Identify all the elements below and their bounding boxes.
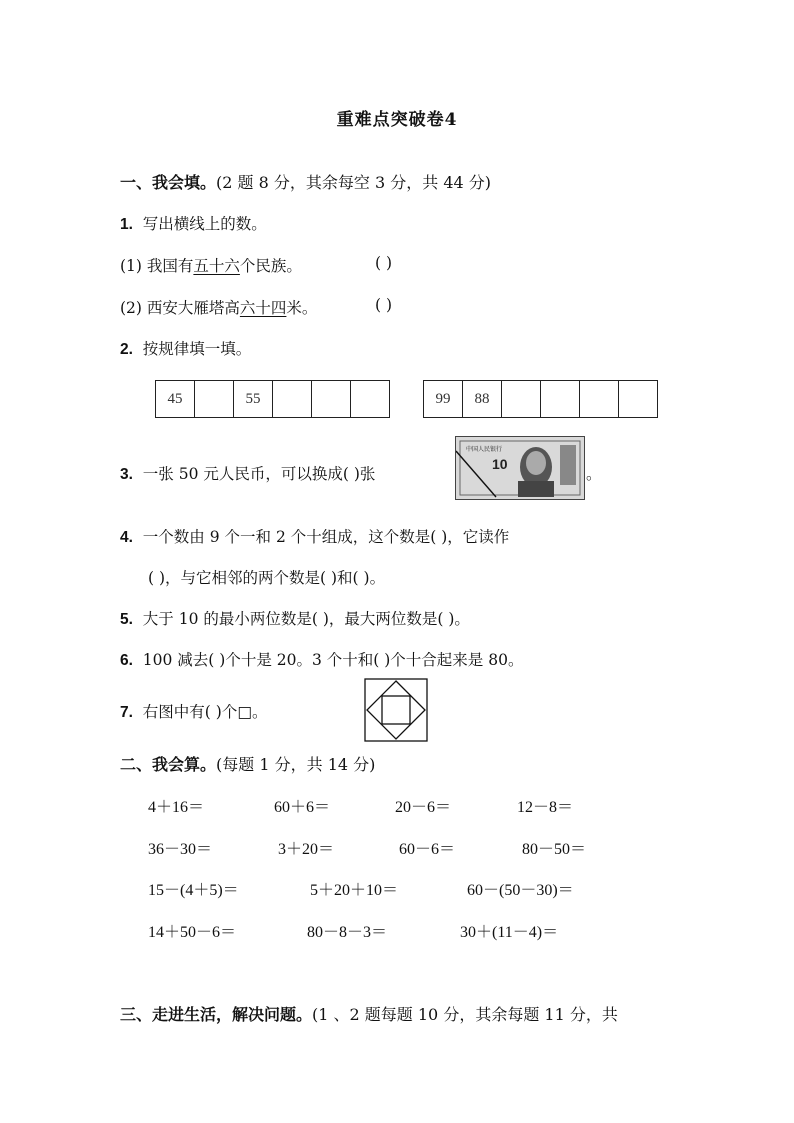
- calc-item: 60＋6＝: [274, 799, 331, 816]
- sequence-grid-2: [423, 380, 658, 418]
- sequence-cell[interactable]: [541, 380, 580, 418]
- calc-item: 15－(4＋5)＝: [148, 882, 239, 899]
- banknote-label: 中国人民银行: [466, 446, 503, 453]
- question-text: 右图中有( )个□。: [142, 703, 268, 721]
- question-number: 2.: [120, 341, 133, 358]
- question-text: 一个数由 9 个一和 2 个十组成，这个数是( )，它读作: [142, 528, 510, 546]
- question-number: 1.: [120, 216, 133, 233]
- sequence-cell[interactable]: [619, 380, 658, 418]
- sequence-cell[interactable]: 88: [463, 380, 502, 418]
- question-text: 写出横线上的数。: [142, 215, 267, 233]
- sequence-cell[interactable]: 45: [156, 380, 195, 418]
- calc-item: 12－8＝: [517, 799, 574, 816]
- nested-squares-figure: [364, 678, 428, 742]
- question-4-line1: [120, 525, 509, 547]
- sequence-cell[interactable]: [351, 380, 390, 418]
- sequence-cell[interactable]: [312, 380, 351, 418]
- calc-item: 20－6＝: [395, 799, 452, 816]
- question-number: 4.: [120, 529, 133, 546]
- sub-prefix: (2) 西安大雁塔高: [120, 299, 240, 317]
- sequence-cell[interactable]: [502, 380, 541, 418]
- page-title: 重难点突破卷4: [336, 110, 458, 130]
- question-number: 3.: [120, 466, 133, 483]
- sequence-cell[interactable]: [580, 380, 619, 418]
- section1-header: [120, 170, 491, 193]
- question-2: [120, 337, 251, 359]
- sequence-cell[interactable]: [195, 380, 234, 418]
- sub-suffix: 个民族。: [239, 257, 302, 275]
- banknote-drawing: [456, 437, 584, 499]
- calc-item: 30＋(11－4)＝: [460, 924, 559, 941]
- section1-note: (2 题 8 分，其余每空 3 分，共 44 分): [216, 173, 492, 192]
- banknote-value: 10: [492, 456, 508, 472]
- sequence-cell[interactable]: 99: [424, 380, 463, 418]
- section2-header: [120, 752, 375, 775]
- question-text: 按规律填一填。: [142, 340, 252, 358]
- calc-item: 80－50＝: [522, 841, 587, 858]
- underlined-number: 六十四: [239, 299, 287, 317]
- banknote-image: [455, 436, 585, 500]
- section2-heading: 二、我会算。: [120, 755, 217, 774]
- calc-item: 5＋20＋10＝: [310, 882, 399, 899]
- question-3: [120, 462, 375, 484]
- question-text: 大于 10 的最小两位数是( )，最大两位数是( )。: [142, 610, 470, 628]
- calc-item: 60－(50－30)＝: [467, 882, 574, 899]
- question-text: 100 减去( )个十是 20。3 个十和( )个十合起来是 80。: [142, 651, 524, 669]
- calc-item: 80－8－3＝: [307, 924, 388, 941]
- answer-blank[interactable]: ( ): [375, 296, 393, 314]
- question-text: 一张 50 元人民币，可以换成( )张: [142, 465, 376, 483]
- section3-heading: 三、走进生活，解决问题。: [120, 1005, 313, 1024]
- question-4-line2: ( )，与它相邻的两个数是( )和( )。: [148, 569, 386, 587]
- question-6: [120, 648, 523, 670]
- section2-note: (每题 1 分，共 14 分): [216, 755, 376, 774]
- question-7: [120, 700, 267, 722]
- question-1: [120, 212, 267, 234]
- answer-blank[interactable]: ( ): [375, 254, 393, 272]
- question-1-sub1: [120, 254, 302, 276]
- section3-note: (1 、2 题每题 10 分，其余每题 11 分，共: [312, 1005, 618, 1024]
- question-1-sub2: [120, 296, 317, 318]
- calc-item: 3＋20＝: [278, 841, 335, 858]
- question-5: [120, 607, 470, 629]
- calc-item: 36－30＝: [148, 841, 213, 858]
- section3-header: [120, 1002, 618, 1025]
- nested-squares-drawing: [364, 678, 428, 742]
- section1-heading: 一、我会填。: [120, 173, 217, 192]
- sequence-cell[interactable]: 55: [234, 380, 273, 418]
- underlined-number: 五十六: [193, 257, 240, 275]
- question-number: 7.: [120, 704, 133, 721]
- sub-prefix: (1) 我国有: [120, 257, 194, 275]
- question-number: 5.: [120, 611, 133, 628]
- sub-suffix: 米。: [286, 299, 318, 317]
- calc-item: 14＋50－6＝: [148, 924, 237, 941]
- sequence-cell[interactable]: [273, 380, 312, 418]
- calc-item: 4＋16＝: [148, 799, 205, 816]
- question-3-end: 。: [586, 465, 602, 483]
- sequence-grid-1: [155, 380, 390, 418]
- calc-item: 60－6＝: [399, 841, 456, 858]
- question-number: 6.: [120, 652, 133, 669]
